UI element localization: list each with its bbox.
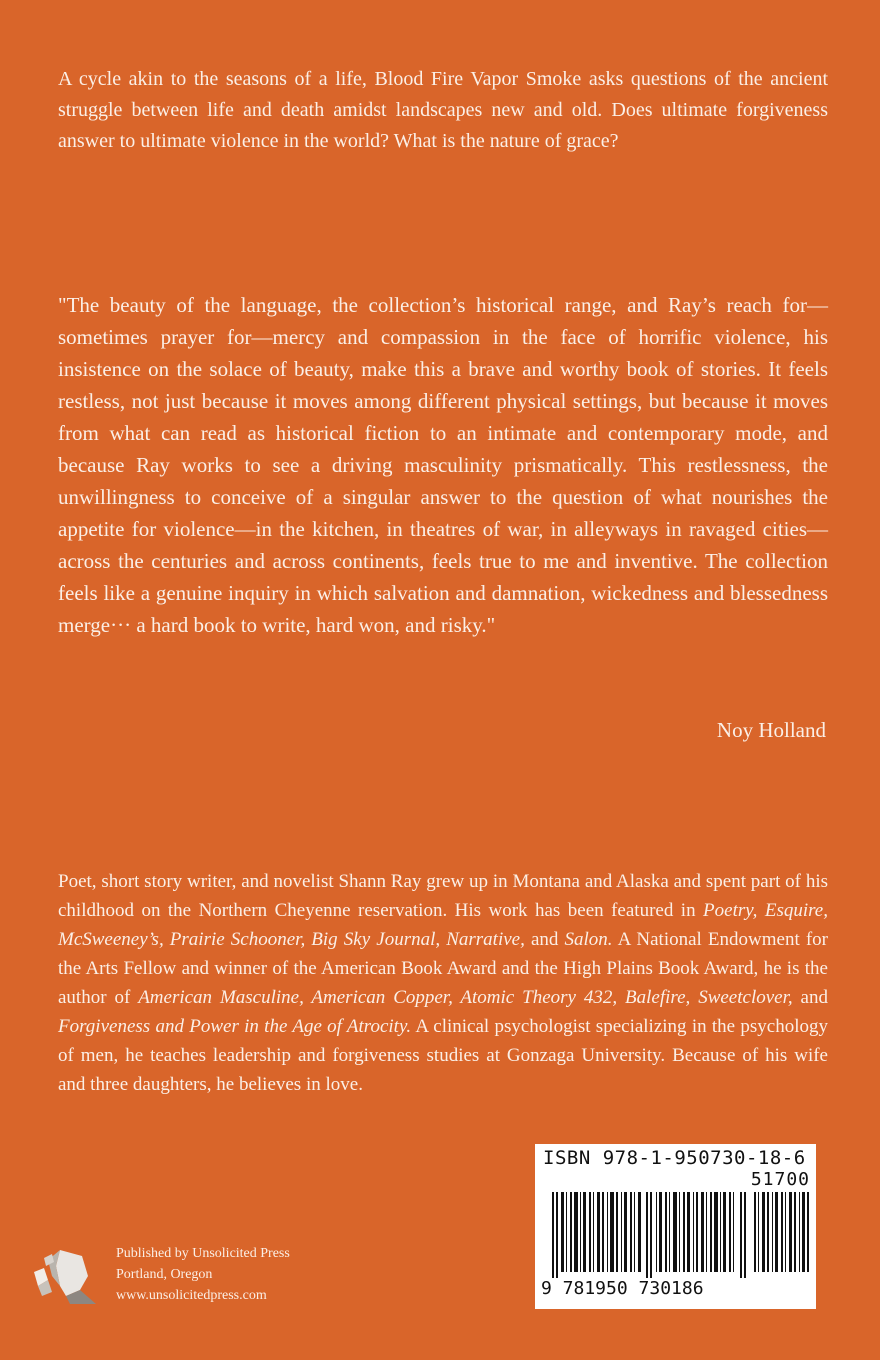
author-bio bbox=[58, 867, 828, 1099]
ean-digits: 9 781950 730186 bbox=[541, 1278, 704, 1299]
ean-barcode-bars bbox=[552, 1192, 748, 1278]
bio-text-1: Poet, short story writer, and novelist Shann Ray grew up in Montana and Alaska and spent part of his childhood on the Northern Cheyenne reservation. His work has been featured in bbox=[58, 871, 828, 921]
publisher-location: Portland, Oregon bbox=[116, 1267, 213, 1282]
bio-works-2: Salon. bbox=[564, 929, 613, 950]
review-quote: "The beauty of the language, the collection’s historical range, and Ray’s reach for—sometimes prayer for—mercy and compassion in the face of horrific violence, his insistence on the solace of beauty, make this a brave and worthy book of stories. It feels restless, not just because it moves among different physical settings, but because it moves from what can read as historical fiction to an intimate and contemporary mode, and because Ray works to see a driving masculinity prismatically. This restlessness, the unwillingness to conceive of a singular answer to the question of what nourishes the appetite for violence—in the kitchen, in theatres of war, in alleyways in ravaged cities—across the centuries and across continents, feels true to me and inventive. The collection feels like a genuine inquiry in which salvation and damnation, wickedness and blessedness merge··· a hard book to write, hard won, and risky." bbox=[58, 293, 828, 637]
bio-works-1: Poetry, Esquire, McSweeney’s, Prairie Schooner, Big Sky Journal, Narrative, bbox=[58, 900, 828, 950]
publisher-logo-icon bbox=[30, 1246, 100, 1306]
publisher-name: Published by Unsolicited Press bbox=[116, 1246, 290, 1261]
price-barcode-bars bbox=[754, 1192, 810, 1272]
isbn-number: ISBN 978-1-950730-18-6 bbox=[543, 1147, 806, 1169]
book-blurb: A cycle akin to the seasons of a life, Blood Fire Vapor Smoke asks questions of the ancient struggle between life and death amidst landscapes new and old. Does ultimate forgiveness answer to ultimate violence in the world? What is the nature of grace? bbox=[58, 68, 828, 152]
bio-works-3: American Masculine, American Copper, Atomic Theory 432, Balefire, Sweetclover, bbox=[138, 987, 793, 1008]
bio-text-2: and bbox=[524, 929, 565, 950]
bio-works-4: Forgiveness and Power in the Age of Atrocity. bbox=[58, 1016, 412, 1037]
bio-text-3: A National Endowment for the Arts Fellow and winner of the American Book Award and the High Plains Book Award, he is the author of bbox=[58, 929, 828, 1008]
isbn-barcode bbox=[535, 1144, 816, 1309]
bio-text-4: and bbox=[792, 987, 828, 1008]
publisher-info bbox=[116, 1243, 290, 1306]
bio-text-5: A clinical psychologist specializing in the psychology of men, he teaches leadership and forgiveness studies at Gonzaga University. Because of his wife and three daughters, he believes in love. bbox=[58, 1016, 828, 1095]
publisher-website[interactable]: www.unsolicitedpress.com bbox=[116, 1288, 267, 1303]
price-code: 51700 bbox=[750, 1169, 810, 1190]
quote-attribution: Noy Holland bbox=[716, 718, 826, 742]
